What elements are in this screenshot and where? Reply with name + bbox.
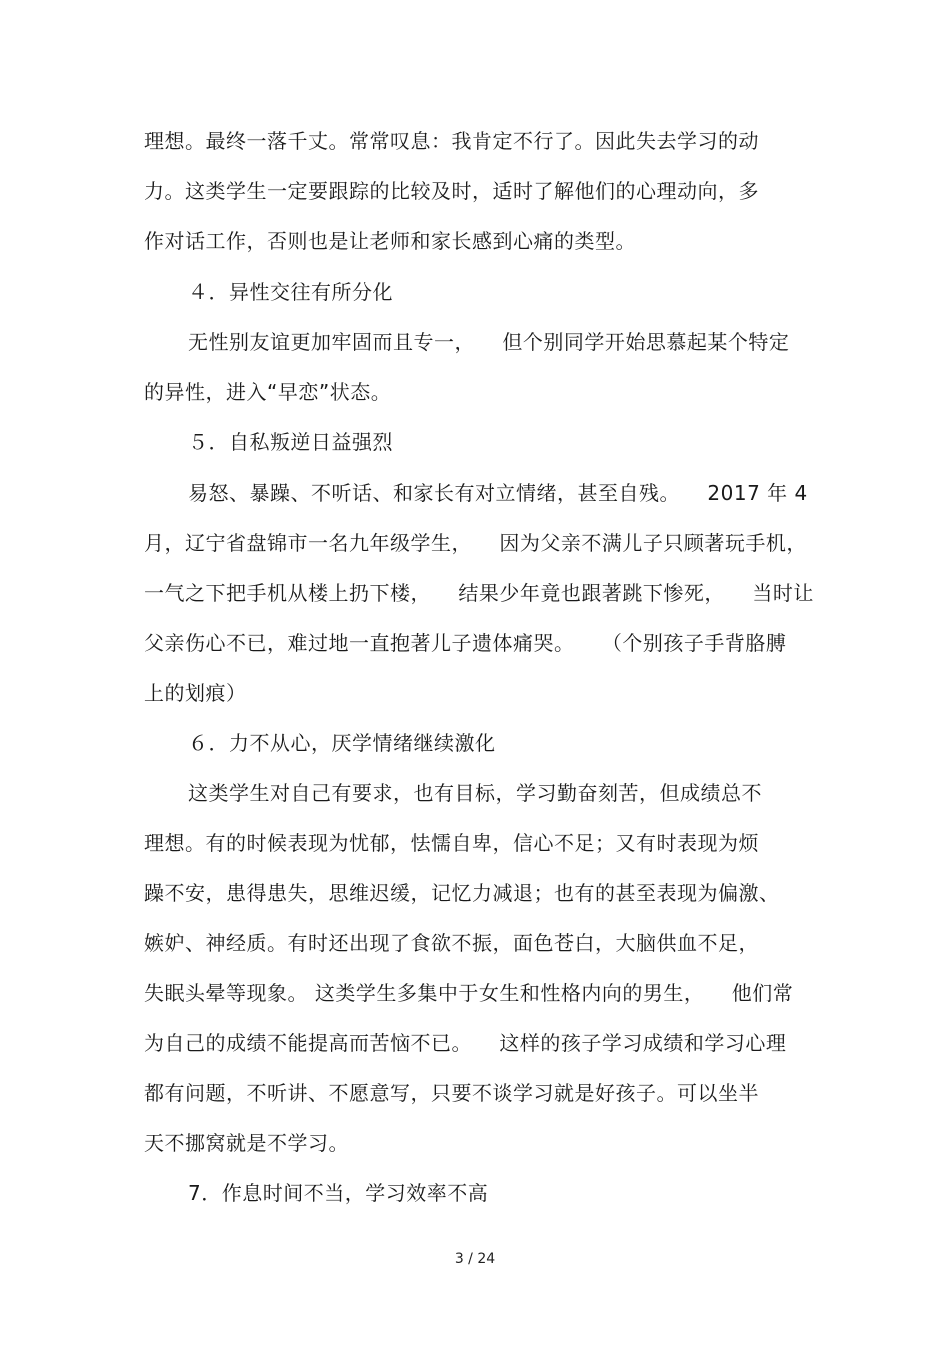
text-line: 一气之下把手机从楼上扔下楼， 结果少年竟也跟著跳下惨死， 当时让 — [144, 581, 814, 605]
text-line: 月，辽宁省盘锦市一名九年级学生， 因为父亲不满儿子只顾著玩手机， — [144, 531, 807, 555]
text-line: 作对话工作，否则也是让老师和家长感到心痛的类型。 — [144, 229, 636, 253]
text-line: 力。这类学生一定要跟踪的比较及时，适时了解他们的心理动向，多 — [144, 179, 759, 203]
text-line: 嫉妒、神经质。有时还出现了食欲不振，面色苍白，大脑供血不足， — [144, 931, 759, 955]
section-heading: ５．自私叛逆日益强烈 — [188, 430, 393, 454]
text-line: 这类学生对自己有要求，也有目标，学习勤奋刻苦，但成绩总不 — [188, 781, 762, 805]
text-line: 都有问题，不听讲、不愿意写，只要不谈学习就是好孩子。可以坐半 — [144, 1081, 759, 1105]
section-heading: ６．力不从心，厌学情绪继续激化 — [188, 731, 496, 755]
text-line: 失眠头晕等现象。 这类学生多集中于女生和性格内向的男生， 他们常 — [144, 981, 794, 1005]
text-line: 天不挪窝就是不学习。 — [144, 1131, 349, 1155]
text-line: 上的划痕） — [144, 681, 247, 705]
text-line: 为自己的成绩不能提高而苦恼不已。 这样的孩子学习成绩和学习心理 — [144, 1031, 787, 1055]
page-number: 3 / 24 — [454, 1251, 496, 1267]
text-line: 无性别友谊更加牢固而且专一， 但个别同学开始思慕起某个特定 — [188, 330, 790, 354]
text-line: 的异性，进入“早恋”状态。 — [144, 380, 392, 404]
text-line: 理想。有的时候表现为忧郁，怯懦自卑，信心不足；又有时表现为烦 — [144, 831, 759, 855]
text-line: 父亲伤心不已，难过地一直抱著儿子遗体痛哭。 （个别孩子手背胳膊 — [144, 631, 787, 655]
text-line: 躁不安，患得患失，思维迟缓，记忆力减退；也有的甚至表现为偏激、 — [144, 881, 780, 905]
text-line: 理想。最终一落千丈。常常叹息：我肯定不行了。因此失去学习的动 — [144, 129, 759, 153]
text-line: 易怒、暴躁、不听话、和家长有对立情绪，甚至自残。 2017 年 4 — [188, 481, 808, 505]
section-heading: 7．作息时间不当，学习效率不高 — [188, 1181, 489, 1205]
section-heading: ４．异性交往有所分化 — [188, 280, 393, 304]
